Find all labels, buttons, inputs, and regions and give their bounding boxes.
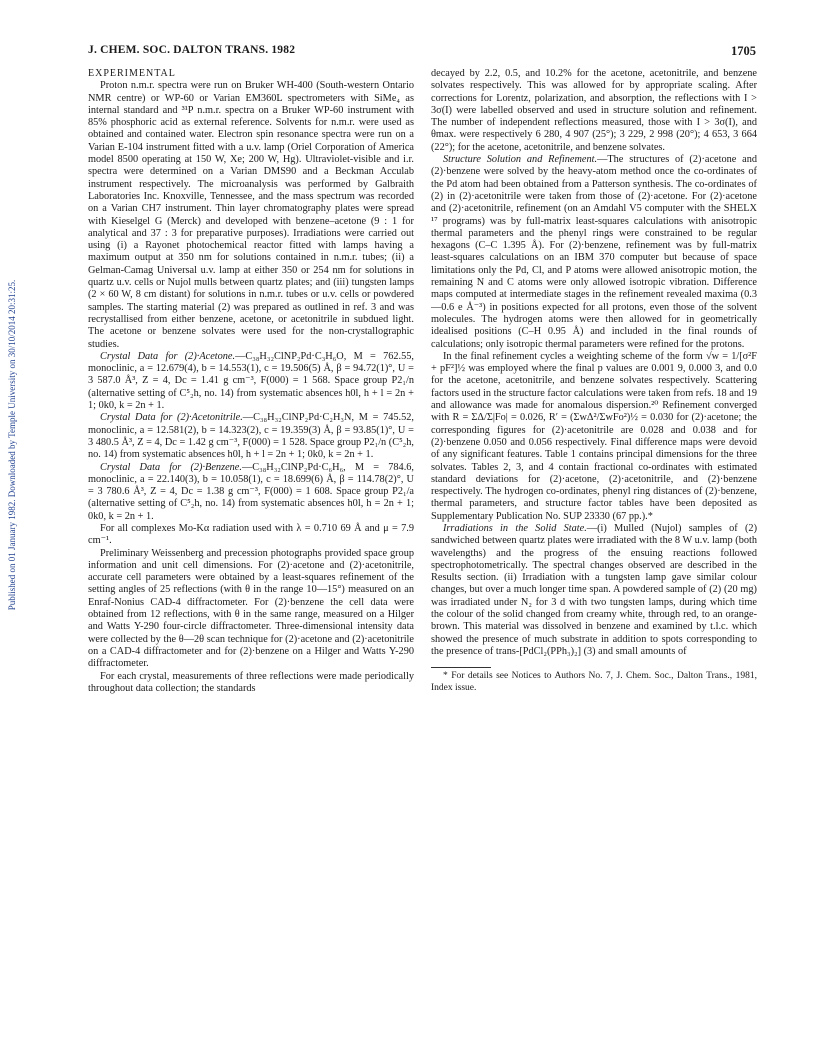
paragraph-radiation: For all complexes Mo-Kα radiation used with λ = 0.710 69 Å and μ = 7.9 cm⁻¹. [88,522,414,547]
paragraph-text: —C₃₈H₃₂ClNP₂Pd·C₂H₃N, M = 745.52, monoclinic, a = 12.581(2), b = 14.323(2), c = 19.359(3) Å, β = 93.85(1)°, U = 3 480.5 Å³, Z = 4, Dc = 1.42 g cm⁻³, F(000) = 1 528. Space group P2₁/n (C⁵₂h, no. 14) from systematic absences h0l, h + l = 2n + 1; 0k0, k = 2n + 1. [88,412,414,461]
right-column [431,68,757,694]
paragraph-text: —(i) Mulled (Nujol) samples of (2) sandwiched between quartz plates were irradiated with the 8 W u.v. lamp (both wavelengths) and the progress of the ensuing reactions followed spectrophotometrically. The spectral changes observed are described in the Results section. (ii) Irradiation with a tungsten lamp gave similar colour changes, but over a much longer time span. A powdered sample of (2) (20 mg) was irradiated under N₂ for 3 d with two tungsten lamps, during which time the colour of the solid changed from creamy white, through red, to an orange-brown. This material was dissolved in benzene and examined by t.l.c. which showed the presence of much substrate in addition to spots corresponding to the presence of trans-[PdCl₂(PPh₃)₂] (3) and small amounts of [431,522,757,657]
publication-sidebar [4,230,20,660]
footnote-divider [431,667,491,668]
page-number: 1705 [731,44,756,58]
left-column [88,68,414,695]
run-in-heading: Irradiations in the Solid State. [443,522,587,534]
journal-title: J. CHEM. SOC. DALTON TRANS. 1982 [88,44,296,56]
paragraph-decay: decayed by 2.2, 0.5, and 10.2% for the acetone, acetonitrile, and benzene solvates respectively. This was allowed for by appropriate scaling. After corrections for Lorentz, polarization, and absorption, the reflections with I > 3σ(I) were labelled observed and used in structure solution and refinement. The number of independent reflections measured, those with I > 3σ(I), and θmax. were respectively 6 280, 4 907 (25°); 3 229, 2 998 (20°); 4 653, 3 664 (22°); for the acetone, acetonitrile, and benzene solvates. [431,68,757,153]
run-in-heading: Crystal Data for (2)·Acetone. [100,350,236,362]
download-notice-link[interactable]: Published on 01 January 1982. Downloaded by Temple University on 30/10/2014 20:31:25. [7,279,17,611]
paragraph-weighting: In the final refinement cycles a weighting scheme of the form √w = 1/[σ²F + pF²]½ was employed where the final p values are 0.001 9, 0.000 3, and 0.0 for the acetone, acetonitrile, and benzene solvates respectively. Scattering factors used in the structure factor calculations were taken from refs. 18 and 19 and allowance was made for anomalous dispersion.²⁰ Refinement converged with R = ΣΔ/Σ|Fo| = 0.026, R′ = (ΣwΔ²/ΣwFo²)½ = 0.030 for (2)·acetone; the corresponding figures for (2)·acetonitrile are 0.028 and 0.038 and for (2)·benzene 0.050 and 0.056 respectively. Final difference maps were devoid of any significant features. Table 1 contains principal dimensions for the three solvates. Tables 2, 3, and 4 contain fractional co-ordinates with estimated standard deviations for (2)·acetone, (2)·acetonitrile, and (2)·benzene respectively. The hydrogen co-ordinates, phenyl ring distances of (2)·benzene, thermal parameters, and structure factor tables have been deposited as Supplementary Publication No. SUP 23330 (67 pp.).* [431,350,757,522]
paragraph-standards: For each crystal, measurements of three reflections were made periodically throughout data collection; the standards [88,670,414,694]
paragraph-instrumentation: Proton n.m.r. spectra were run on Bruker WH-400 (South-western Ontario NMR centre) or WP-60 or Varian EM360L spectrometers with SiMe₄ as internal standard and ³¹P n.m.r. spectra on a Bruker WP-60 instrument with 85% phosphoric acid as external reference. Solvents for n.m.r. were used as obtained and contained water. Electron spin resonance spectra were run on a Varian E-104 instrument fitted with a u.v. lamp (Oriel Corporation of America model 8500 operating at 150 W, Xe; 200 W, Hg). Ultraviolet-visible and i.r. spectra were determined on a Varian DMS90 and a Beckman Acculab instrument respectively. The microanalysis was performed by Galbraith Laboratories Inc. Knoxville, Tennessee, and the mass spectrum was recorded on a Varian CH7 instrument. Thin layer chromatography plates were spread with Kieselgel G (Merck) and developed with benzene–acetone (9 : 1 for analytical and 37 : 3 for preparative purposes). Irradiations were carried out using (i) a Rayonet photochemical reactor fitted with lamps having a maximum output at 350 nm for solutions contained in n.m.r. tubes; (ii) a Gelman-Camag Universal u.v. lamp at either 350 or 254 nm for solutions in quartz u.v. cells or Nujol mulls between quartz plates; and (iii) tungsten lamps (2 × 60 W, 8 cm distant) for solutions in n.m.r. tubes or u.v. cells or powdered samples. The starting material (2) was prepared as outlined in ref. 3 and was recrystallised from either benzene, acetone, or acetonitrile in subdued light. The acetone or benzene solvates were used for the non-crystallographic studies. [88,80,414,350]
run-in-heading: Crystal Data for (2)·Benzene. [100,461,242,473]
paragraph-irradiation [431,523,757,658]
paragraph-structure-solution [431,154,757,351]
paragraph-crystal-acetone [88,351,414,412]
paragraph-text: —The structures of (2)·acetone and (2)·benzene were solved by the heavy-atom method once the co-ordinates of the Pd atom had been obtained from a Patterson synthesis. The co-ordinates of (2) in (2)·acetonitrile were taken from those of (2)·acetone. For (2)·acetone and (2)·acetonitrile, refinement (on an Amdahl V5 computer with the SHELX ¹⁷ programs) was by full-matrix least-squares calculations with anisotropic thermal parameters and the phenyl rings were constrained to be regular hexagons (C–C 1.395 Å). For (2)·benzene, refinement was by full-matrix least-squares calculations on an IBM 370 computer but because of space limitations only the Pd, Cl, and P atoms were allowed anisotropic motion, the remaining N and C atoms were only allowed isotropic vibration. Difference maps computed at intermediate stages in the refinement revealed maxima (0.3—0.6 e Å⁻³) in positions expected for all protons, even those of the solvent molecules. The hydrogen atoms were then allowed for in geometrically idealised positions (C–H 0.95 Å) and included in the final rounds of calculations; only isotropic thermal parameters were refined for the protons. [431,154,757,350]
section-title: EXPERIMENTAL [88,68,176,79]
run-in-heading: Structure Solution and Refinement. [443,154,598,166]
paragraph-text: —C₃₈H₃₂ClNP₂Pd·C₆H₆, M = 784.6, monoclinic, a = 22.140(3), b = 10.058(1), c = 18.699(6) Å, β = 114.78(2)°, U = 3 780.6 Å³, Z = 4, Dc = 1.38 g cm⁻³, F(000) = 1 608. Space group P2₁/a (alternative setting of C⁵₂h, no. 14) from systematic absences h0l, h = 2n + 1; 0k0, k = 2n + 1. [88,461,414,522]
run-in-heading: Crystal Data for (2)·Acetonitrile. [100,412,243,424]
footnote: * For details see Notices to Authors No. 7, J. Chem. Soc., Dalton Trans., 1981, Index issue. [431,671,757,693]
paragraph-text: —C₃₈H₃₂ClNP₂Pd·C₃H₆O, M = 762.55, monoclinic, a = 12.679(4), b = 14.553(1), c = 19.506(5) Å, β = 94.72(1)°, U = 3 587.0 Å³, Z = 4, Dc = 1.41 g cm⁻³, F(000) = 1 568. Space group P2₁/n (alternative setting of C⁵₂h, no. 14) from systematic absences h0l, h + l = 2n + 1; 0k0, k = 2n + 1. [88,350,414,412]
paragraph-crystal-benzene [88,462,414,523]
running-header [88,44,756,60]
paragraph-crystal-acetonitrile [88,412,414,461]
paragraph-data-collection: Preliminary Weissenberg and precession photographs provided space group information and unit cell dimensions. For (2)·acetone and (2)·acetonitrile, accurate cell parameters were obtained by a least-squares refinement of the setting angles of 25 reflections (with θ in the range 10—15°) measured on an Enraf-Nonius CAD-4 diffractometer. For (2)·benzene the cell data were obtained from 12 reflections, with θ in the same range, measured on a Hilger and Watts Y-290 four-circle diffractometer. Three-dimensional intensity data were collected by the θ—2θ scan technique for (2)·acetone and (2)·acetonitrile on a CAD-4 diffractometer and for (2)·benzene on a Hilger and Watts Y-290 diffractometer. [88,547,414,670]
